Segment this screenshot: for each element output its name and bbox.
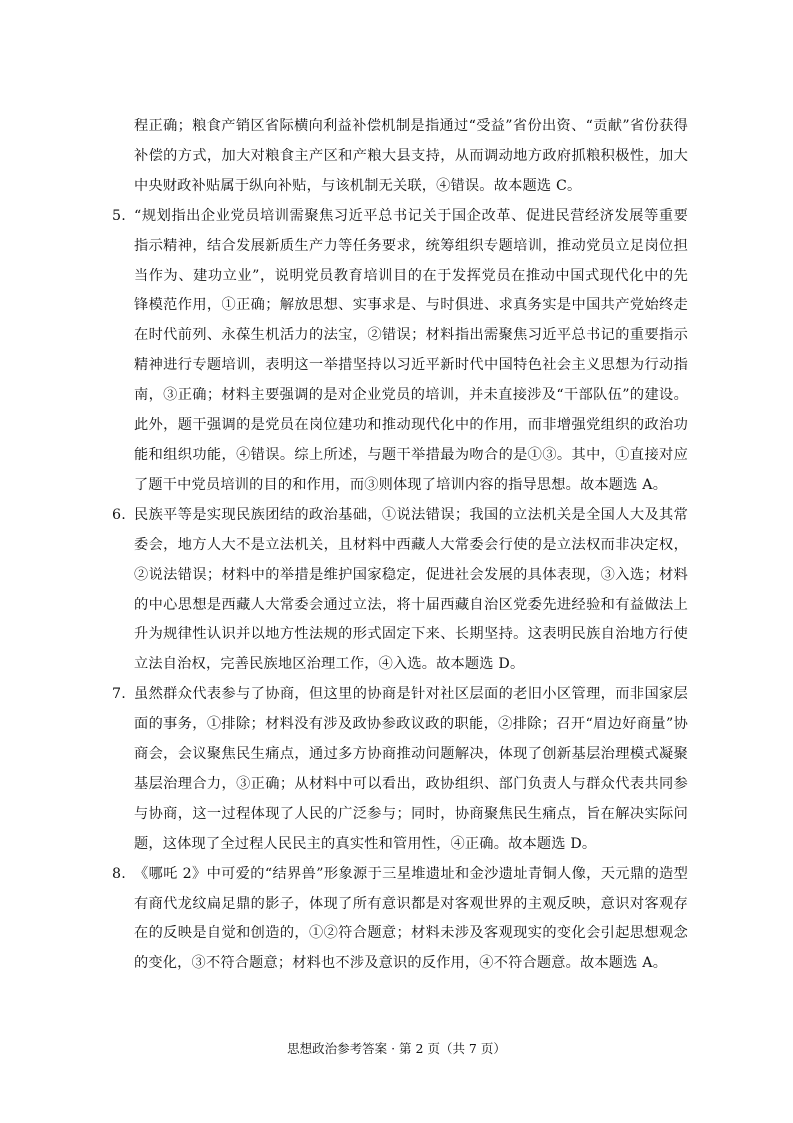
page-footer: 思想政治参考答案 · 第 2 页（共 7 页） <box>287 1041 506 1056</box>
answer-item-7 <box>108 680 688 859</box>
answer-text: 民族平等是实现民族团结的政治基础，①说法错误；我国的立法机关是全国人大及其常委会，地方人大不是立法机关，且材料中西藏人大常委会行使的是立法权而非决定权，②说法错误；材料中的举措是维护国家稳定，促进社会发展的具体表现，③入选；材料的中心思想是西藏人大常委会通过立法，将十届西藏自治区党委先进经验和有益做法上升为规律性认识并以地方性法规的形式固定下来、长期坚持。这表明民族自治地方行使立法自治权，完善民族地区治理工作，④入选。故本题选 D。 <box>134 506 688 673</box>
question-number: 8. <box>112 865 126 882</box>
answer-item-6 <box>108 501 688 680</box>
answer-text: 程正确；粮食产销区省际横向利益补偿机制是指通过“受益”省份出资、“贡献”省份获得补偿的方式，加大对粮食主产区和产粮大县支持，从而调动地方政府抓粮积极性，加大中央财政补贴属于纵向补贴，与该机制无关联，④错误。故本题选 C。 <box>134 118 688 194</box>
answer-item-5 <box>108 202 688 501</box>
answer-text: 虽然群众代表参与了协商，但这里的协商是针对社区层面的老旧小区管理，而非国家层面的事务，①排除；材料没有涉及政协参政议政的职能，②排除；召开“眉边好商量”协商会，会议聚焦民生痛点，通过多方协商推动问题解决，体现了创新基层治理模式凝聚基层治理合力，③正确；从材料中可以看出，政协组织、部门负责人与群众代表共同参与协商，这一过程体现了人民的广泛参与；同时，协商聚焦民生痛点，旨在解决实际问题，这体现了全过程人民民主的真实性和管用性，④正确。故本题选 D。 <box>134 686 688 852</box>
answer-content <box>108 112 688 979</box>
answer-continuation <box>108 112 688 202</box>
answer-item-8 <box>108 860 688 980</box>
question-number: 5. <box>112 207 126 224</box>
question-number: 6. <box>112 506 126 523</box>
answer-text: 《哪吒 2》中可爱的“结界兽”形象源于三星堆遗址和金沙遗址青铜人像，天元鼎的造型有商代龙纹扁足鼎的影子，体现了所有意识都是对客观世界的主观反映，意识对客观存在的反映是自觉和创造的，①②符合题意；材料未涉及客观现实的变化会引起思想观念的变化，③不符合题意；材料也不涉及意识的反作用，④不符合题意。故本题选 A。 <box>134 865 688 972</box>
answer-text: “规划指出企业党员培训需聚焦习近平总书记关于国企改革、促进民营经济发展等重要指示精神，结合发展新质生产力等任务要求，统筹组织专题培训，推动党员立足岗位担当作为、建功立业”，说明党员教育培训目的在于发挥党员在推动中国式现代化中的先锋模范作用，①正确；解放思想、实事求是、与时俱进、求真务实是中国共产党始终走在时代前列、永葆生机活力的法宝，②错误；材料指出需聚焦习近平总书记的重要指示精神进行专题培训，表明这一举措坚持以习近平新时代中国特色社会主义思想为行动指南，③正确；材料主要强调的是对企业党员的培训，并未直接涉及“干部队伍”的建设。此外，题干强调的是党员在岗位建功和推动现代化中的作用，而非增强党组织的政治功能和组织功能，④错误。综上所述，与题干举措最为吻合的是①③。其中，①直接对应了题干中党员培训的目的和作用，而③则体现了培训内容的指导思想。故本题选 A。 <box>134 207 688 493</box>
question-number: 7. <box>112 686 126 703</box>
